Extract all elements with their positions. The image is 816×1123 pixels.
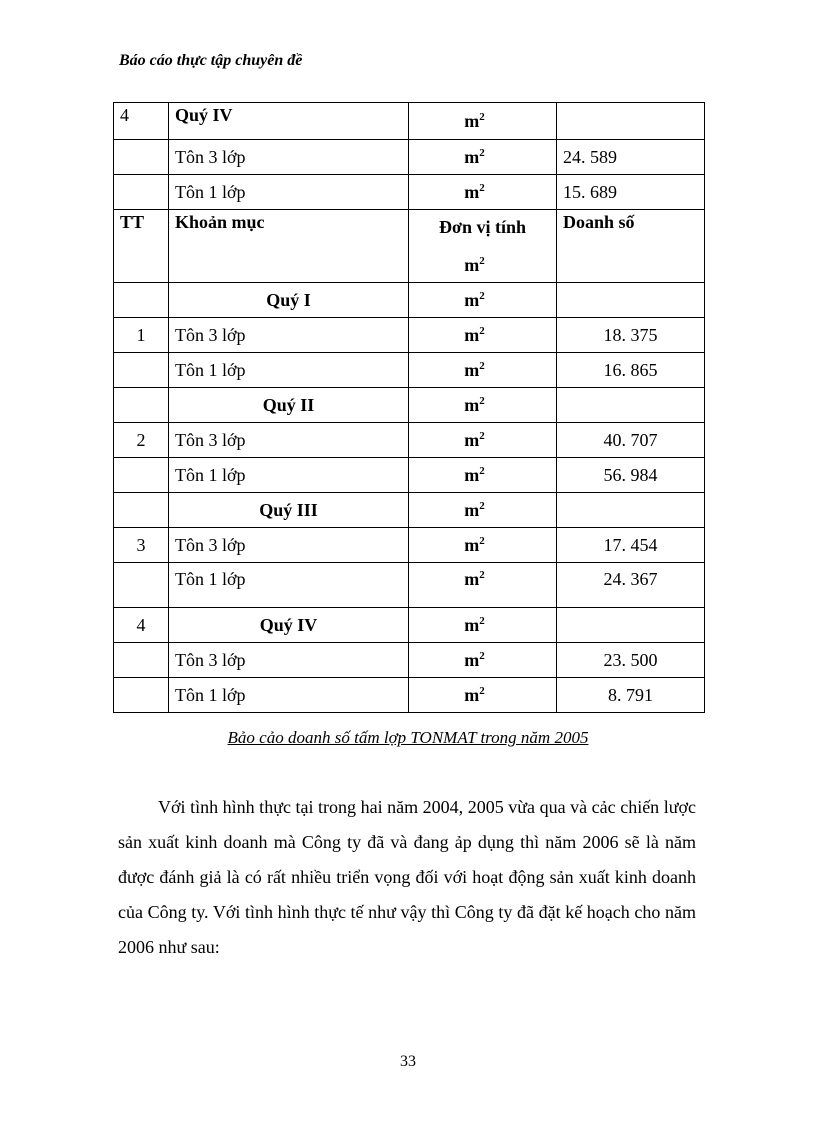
table-row (114, 388, 705, 423)
table-row (114, 353, 705, 388)
table-row (114, 643, 705, 678)
item-cell: Tôn 3 lớp (169, 423, 409, 458)
item-cell: Tôn 1 lớp (169, 175, 409, 210)
unit-cell: $m^2$ (409, 643, 557, 678)
table-row (114, 458, 705, 493)
tt-cell (114, 643, 169, 678)
item-cell: Tôn 3 lớp (169, 643, 409, 678)
table-header-row (114, 210, 705, 283)
value-cell (557, 608, 705, 643)
table-row (114, 103, 705, 140)
quarter-cell: Quý I (169, 283, 409, 318)
unit-cell: $m^2$ (409, 458, 557, 493)
unit-cell: $m^2$ (409, 175, 557, 210)
tt-cell (114, 493, 169, 528)
item-cell: Tôn 3 lớp (169, 318, 409, 353)
item-cell: Tôn 3 lớp (169, 528, 409, 563)
quarter-cell: Quý IV (169, 608, 409, 643)
table-row (114, 493, 705, 528)
body-paragraph: Với tình hình thực tại trong hai năm 2004, 2005 vừa qua và cảc chiến lược sản xuất kinh doanh mà Công ty đã và đang ảp dụng thì năm 2006 sẽ là năm được đánh giả là có rất nhiều triển vọng đối với hoạt động sản xuất kinh doanh của Công ty. Với tình hình thực tế như vậy thì Công ty đã đặt kế hoạch cho năm 2006 như sau: (118, 797, 696, 957)
header-unit (409, 210, 557, 283)
value-cell: 23. 500 (557, 643, 705, 678)
value-cell: 8. 791 (557, 678, 705, 713)
running-header: Báo cáo thực tập chuyên đề (119, 52, 303, 69)
header-unit-value: $m^2$ (464, 255, 485, 275)
tt-cell: 4 (114, 608, 169, 643)
value-cell (557, 103, 705, 140)
unit-cell: $m^2$ (409, 423, 557, 458)
unit-cell: $m^2$ (409, 140, 557, 175)
page-number: 33 (400, 1053, 416, 1070)
unit-cell: $m^2$ (409, 318, 557, 353)
value-cell (557, 283, 705, 318)
unit-cell: $m^2$ (409, 608, 557, 643)
value-cell: 16. 865 (557, 353, 705, 388)
unit-cell: $m^2$ (409, 563, 557, 608)
header-tt: TT (114, 210, 169, 283)
tt-cell (114, 458, 169, 493)
tt-cell (114, 388, 169, 423)
tt-cell: 3 (114, 528, 169, 563)
table-row (114, 140, 705, 175)
tt-cell (114, 140, 169, 175)
value-cell: 24. 589 (557, 140, 705, 175)
unit-cell: $m^2$ (409, 528, 557, 563)
tt-cell: 1 (114, 318, 169, 353)
value-cell: 15. 689 (557, 175, 705, 210)
item-cell: Tôn 1 lớp (169, 678, 409, 713)
quarter-cell: Quý II (169, 388, 409, 423)
value-cell (557, 388, 705, 423)
tt-cell: 2 (114, 423, 169, 458)
header-unit-label: Đơn vị tính (439, 217, 526, 237)
table-row (114, 528, 705, 563)
table-caption: Bảo cảo doanh số tấm lợp TONMAT trong năm 2005 (227, 728, 589, 747)
value-cell: 24. 367 (557, 563, 705, 608)
table-row (114, 318, 705, 353)
item-cell: Tôn 1 lớp (169, 353, 409, 388)
header-value: Doanh số (557, 210, 705, 283)
revenue-table (113, 102, 705, 713)
tt-cell (114, 678, 169, 713)
value-cell (557, 493, 705, 528)
item-cell: Tôn 3 lớp (169, 140, 409, 175)
unit-cell: $m^2$ (409, 353, 557, 388)
table-row (114, 423, 705, 458)
table-row (114, 608, 705, 643)
value-cell: 17. 454 (557, 528, 705, 563)
unit-cell: $m^2$ (409, 678, 557, 713)
value-cell: 40. 707 (557, 423, 705, 458)
quarter-cell: Quý III (169, 493, 409, 528)
table-row (114, 175, 705, 210)
table-row (114, 563, 705, 608)
unit-cell: $m^2$ (409, 283, 557, 318)
item-cell: Tôn 1 lớp (169, 563, 409, 608)
item-cell: Tôn 1 lớp (169, 458, 409, 493)
tt-cell (114, 175, 169, 210)
tt-cell: 4 (114, 103, 169, 140)
table-row (114, 283, 705, 318)
value-cell: 18. 375 (557, 318, 705, 353)
item-cell: Quý IV (169, 103, 409, 140)
header-item: Khoản mục (169, 210, 409, 283)
tt-cell (114, 283, 169, 318)
value-cell: 56. 984 (557, 458, 705, 493)
tt-cell (114, 353, 169, 388)
unit-cell: $m^2$ (409, 388, 557, 423)
tt-cell (114, 563, 169, 608)
unit-cell: $m^2$ (409, 493, 557, 528)
table-row (114, 678, 705, 713)
unit-cell: $m^2$ (409, 103, 557, 140)
